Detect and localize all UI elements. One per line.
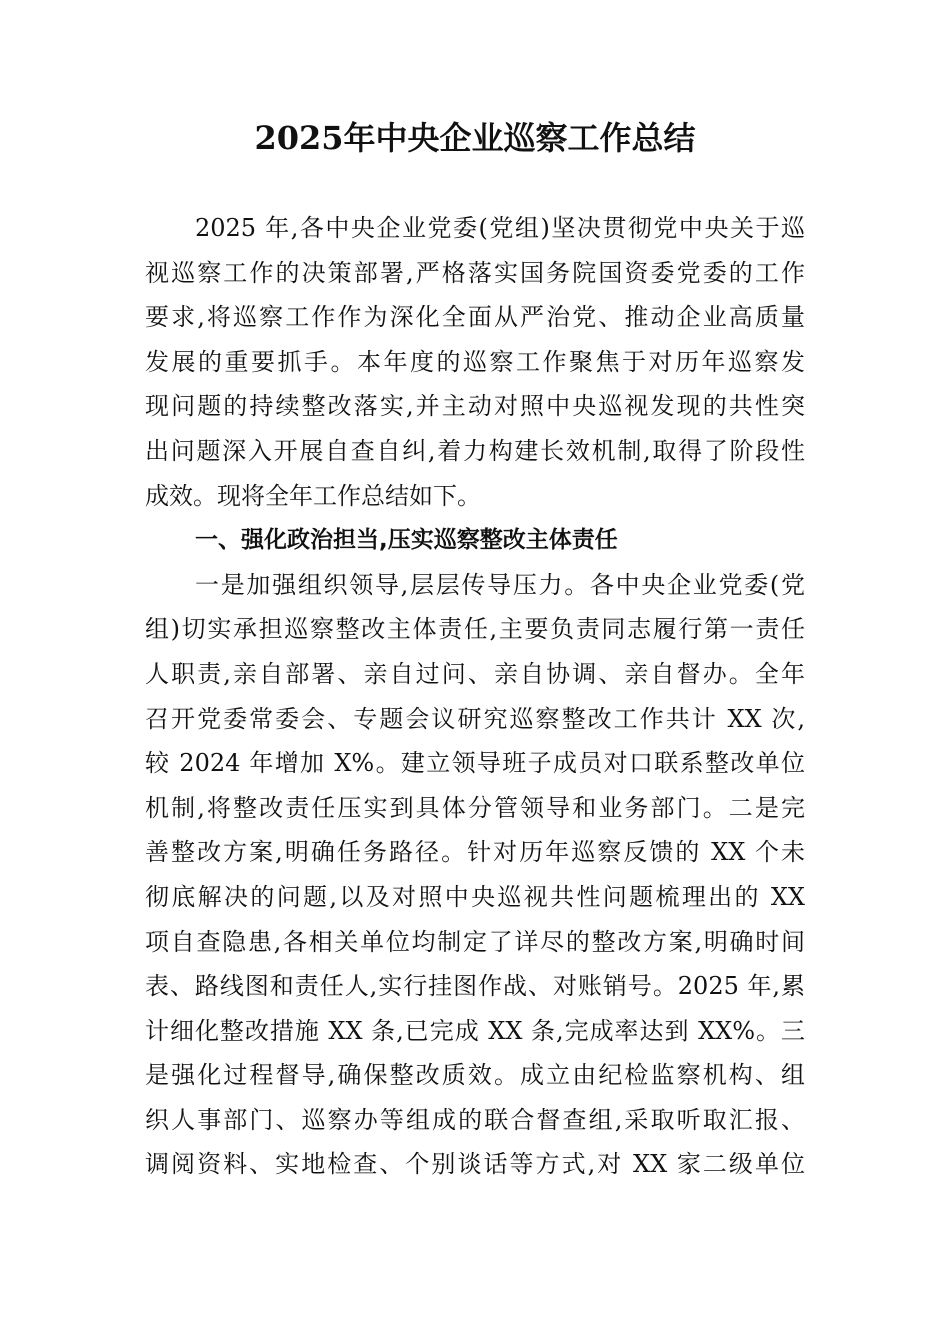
body-line: 项自查隐患,各相关单位均制定了详尽的整改方案,明确时间 [145, 927, 805, 956]
intro-line: 发展的重要抓手。本年度的巡察工作聚焦于对历年巡察发 [145, 347, 805, 376]
body-line: 机制,将整改责任压实到具体分管领导和业务部门。二是完 [145, 793, 805, 822]
body-line: 调阅资料、实地检查、个别谈话等方式,对 XX 家二级单位 [145, 1150, 805, 1179]
intro-line: 2025 年,各中央企业党委(党组)坚决贯彻党中央关于巡 [195, 214, 805, 242]
body-line: 召开党委常委会、专题会议研究巡察整改工作共计 XX 次, [145, 704, 805, 733]
body-line: 较 2024 年增加 X%。建立领导班子成员对口联系整改单位 [145, 749, 805, 778]
intro-line: 出问题深入开展自查自纠,着力构建长效机制,取得了阶段性 [145, 436, 805, 465]
document-title: 2025年中央企业巡察工作总结 [254, 119, 696, 157]
body-line: 表、路线图和责任人,实行挂图作战、对账销号。2025 年,累 [145, 972, 805, 1001]
body-line: 计细化整改措施 XX 条,已完成 XX 条,完成率达到 XX%。三 [145, 1016, 805, 1045]
body-line: 织人事部门、巡察办等组成的联合督查组,采取听取汇报、 [145, 1105, 805, 1134]
intro-line: 现问题的持续整改落实,并主动对照中央巡视发现的共性突 [145, 392, 805, 421]
body-line: 组)切实承担巡察整改主体责任,主要负责同志履行第一责任 [145, 615, 805, 644]
body-line: 是强化过程督导,确保整改质效。成立由纪检监察机构、组 [145, 1061, 805, 1090]
body-line: 善整改方案,明确任务路径。针对历年巡察反馈的 XX 个未 [145, 838, 805, 867]
section-heading: 一、强化政治担当,压实巡察整改主体责任 [195, 527, 618, 554]
intro-line: 成效。现将全年工作总结如下。 [145, 481, 481, 510]
intro-line: 视巡察工作的决策部署,严格落实国务院国资委党委的工作 [145, 258, 805, 287]
body-line: 彻底解决的问题,以及对照中央巡视共性问题梳理出的 XX [145, 882, 805, 911]
intro-line: 要求,将巡察工作作为深化全面从严治党、推动企业高质量 [145, 303, 805, 332]
document-body [145, 206, 805, 1187]
body-line: 一是加强组织领导,层层传导压力。各中央企业党委(党 [195, 570, 805, 599]
body-line: 人职责,亲自部署、亲自过问、亲自协调、亲自督办。全年 [145, 659, 805, 688]
